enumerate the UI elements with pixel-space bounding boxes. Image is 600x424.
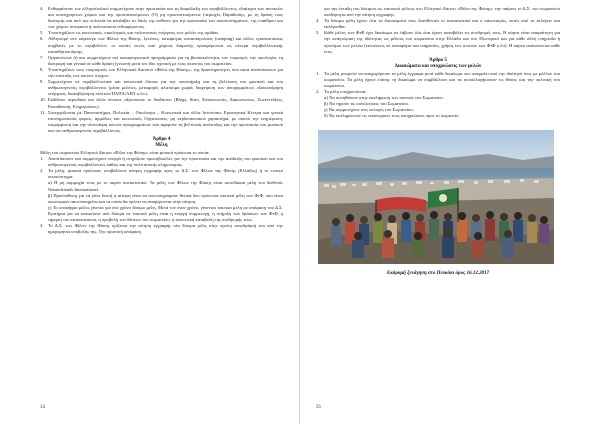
list-item: γ) Το υποψήφιο μέλος γίνεται για ένα χρόνο δόκιμο μέλη. Μετά τον έναν χρόνο, γίνονται τακτικά μέλη με απόφαση του Δ.Σ. Κριτήρια για να καταστούν από δόκιμα σε τακτικά μέλη είναι η ενεργή συμμετοχή, η στήριξη των δράσεων των ΦτΦ, η τήρηση του καταστατικού, η προβολή των θέσεων του σωματείου, η κοινωνική καταβολή της συνδρομής τους.: [48, 204, 283, 222]
continued-list: [316, 6, 560, 55]
list-item: 3. Το Δ.Σ. των Φίλων της Φύσης ορίζεται την αίτηση εγγραφής νέα δόκιμα μέλη στην πρώτη συνεδρίασή του από την ημερομηνία υποβολής της. Την οριστική απόφαση: [40, 223, 283, 235]
list-item: 2. Τα μέλη υποχρεούνται:: [316, 89, 367, 95]
list-item: 5. Κάθε μέλος των ΦτΦ έχει δικαίωμα να λάβουν όλα όσα έχουν καταβάλει τις συνδρομές τους. Η κάρτα είναι απαραίτητη για την αναγνώριση της ιδιότητας ως μέλους του σωματείου στην Ελλάδα και στο Εξωτερικό και για κάθε άλλη υπηρεσία ή προνόμιο των μελών (εκπτώσεις σε καταφύγια και υπηρεσίες, χρήση των σπιτιών των ΦτΦ κ.λπ). Η κάρτα ανανεώνεται κάθε έτος.: [316, 30, 560, 54]
list-b: [40, 150, 283, 235]
page-number: 35: [316, 405, 321, 410]
page-number: 34: [40, 405, 45, 410]
list-item: 7. Οργανώνουν (ή και συμμετέχουν σε) κατασκηνωτικά προγράμματα για τη βιοποικιλότητα, τον τουρισμό, την οικολογία, τη διατροφή και γενικά σε κάθε δράση (γνωστή μετά τον ίδιο σχετική με τους σκοπούς του σωματείου.: [40, 54, 283, 66]
list-item: 6. Αθλητισμό στο κάμπινγκ των Φίλων της Φύσης, ξενώνες, καταφύγια, κατασκηνώσεις (camping) και άλλες εγκαταστάσεις συμβατές με το περιβάλλον, οι οποίες εκτός από χώρους διαμονής προσφέρονται ως κέντρα περιβαλλοντικής ευαισθητοποίησης.: [40, 36, 283, 54]
list-item: 10. Εκδίδουν περιοδικά και άλλα έντυπα, αξιοποιούν το διαδίκτυο (Blogs, Sites, Επικοινωνίες, Διακοινωνίες, Συνεντεύξεις, Εκπαίδευση, Ενημερώσεις).: [40, 97, 283, 109]
rights-list: [316, 71, 560, 120]
right-page: [300, 0, 600, 424]
article-heading: Άρθρο 5: [429, 57, 447, 63]
list-item: 1. Αναπτύσσουν και συμμετέχουν ενεργά ή στηρίζουν πρωτοβουλίες για την προστασία και την ανάδειξη του φυσικού και του ανθρωπογενούς περιβάλλοντος καθώς και της πολιτιστικής κληρονομιάς.: [40, 156, 283, 168]
article-subheading: Μέλη: [155, 143, 168, 149]
list-item: 8. Υποστηρίζουν τους τουρισμούς του Ελληνικού Δικτύου «Φίλοι της Φύσης», της δραστηριότητες που αυτά αναπτύσσουν για την επίτευξη των κοινών στόχων.: [40, 66, 283, 79]
intro-text: Μέλη του σωματείου Ελληνικό Δίκτυο «Φίλοι της Φύσης» είναι φυσικά πρόσωπα το οποία:: [40, 149, 210, 155]
list-item: για την ένταξη του δόκιμου ως τακτικού μέλους στο Ελληνικό Δίκτυο «Φίλοι της Φύσης» την παίρνει το Δ.Σ. του σωματείου ανεξάρτητα από την αίτηση εγγραφής.: [324, 6, 560, 18]
list-item: δ) Να εκπληρώνουν τις οικονομικές τους υποχρεώσεις προς το σωματείο.: [324, 113, 460, 119]
list-item: γ) Να συμμετέχουν στις εκλογές του Σωματείου.: [324, 107, 414, 113]
list-item: 9. Συμμετέχουν σε περιβαλλοντικά και κοινωνικά δίκτυα για την υποστήριξη και τη βελτίωση του φυσικού και του ανθρωπογενούς περιβάλλοντος (μέσα μελέτες, μεταφορές αλιεύσιμα χωριά, διαχείριση των απορριμμάτων, εξοικονόμηση ενέργειας, διακυβέρνηση πολιτών/ΠΑΠΑ/ΑΕΝ κ.λπ.).: [40, 79, 283, 97]
photo-caption: Εκδρομή ξενάγηση στο Πευκάκι όρος 16.12.2017: [386, 270, 490, 276]
list-item: β) Προϋπόθεση για να γίνει δεκτή η αίτηση είναι να συνυπογράφουν θετικά δύο πρόσωπα τακτικά μέλη των ΦτΦ, που είναι οικονομικά τακτοποιημένα και τα οποία θα πρέπει να αναφέρονται στην αίτηση.: [48, 192, 283, 204]
list-item: 4. Ενθαρρύνουν τον ελληνοϊταλικό συμμετέχουν στην προστασία και τη διαφύλαξη του περιβάλλοντος, ιδιαίτερα των ανοικτών και κοινόχρηστων χώρων και της προστατευόμενων (Ο) μη προστατευόμενων (περιοχές Παράδοσης, με τη δράση τους διανομής και από την πολιτεία να αναλάβει τις δικές της ευθύνες για την προστασία των οικοσυστημάτων, της υπαίθρου και των χώρων ιστορικού ή πολιτιστικού ενδιαφέροντος.: [40, 6, 283, 30]
list-item: 4. Τα δόκιμα μέλη έχουν όλα τα δικαιώματα τους διατίθενται το καταστατικό και ο κανονισμός, εκτός από το εκλέγειν και εκλέγεσθαι.: [316, 18, 560, 30]
list-item: 5. Υποστηρίζουν τις κοινωνικές, οικολογικές και πολιτιστικές ενέργειες των μελών της ομάδας.: [40, 30, 220, 36]
list-a: [40, 6, 283, 134]
list-item: 11. Συνεργάζονται με Πανεπιστήμια, Πολιτεία – Οικολογία – Κοινωνικά και άλλα Ιστοτόπια, Ερευνητικά Κέντρα και γενικά επιστημονικούς φορείς, αρμόδιες και κοινωνικές Οργανώσεις, μη κερδοσκοπικού χαρακτήρα, με σκοπό την ενημέρωση, επιμόρφωση και την υλοποίηση κοινών προγραμμάτων που αφορούν τη βελτίωση ανάπτυξης και την προστασία του φυσικού και του ανθρωπογενούς περιβάλλοντος.: [40, 109, 283, 133]
list-item: β) Να τηρούν τις συνελεύσεις του Σωματείου.: [324, 101, 409, 107]
article-heading: Άρθρο 4: [152, 136, 171, 142]
article-subheading: Δικαιώματα και υποχρεώσεις των μελών: [394, 64, 482, 70]
list-item: α) Η μη συμμαχία τους με το παρόν καταστατικό. Τα μέλη των Φίλων της Φύσης είναι αυτοδίκαια μέλη του διεθνούς Naturefriends International.: [48, 180, 283, 192]
list-item: α) Να συνηθίσουν στην εκπλήρωση των σκοπών του Σωματείου.: [324, 95, 444, 101]
group-photo: [318, 130, 554, 264]
list-item: 2. Τα μέλη, φυσικά πρόσωπα, υποβάλλουν αίτηση εγγραφής προς το Δ.Σ. των Φίλων της Φύσης (Ελλάδος) ή το τοπικό οικοσύστημα.: [40, 168, 283, 180]
list-item: 1. Τα μέλη μπορούν να αποχωρήσουν τα μέλη έγγραφα μετά κάθε δικαίωμα που απορρέει από την ιδιότητά τους με μέλλον του σωματείου. Τα μέλη έχουν επίσης τη δικαίωμα να συμβάλλουν και να συναλλαγήκοιναν τις θέσεις και την πολιτική του σωματείου.: [316, 70, 560, 88]
